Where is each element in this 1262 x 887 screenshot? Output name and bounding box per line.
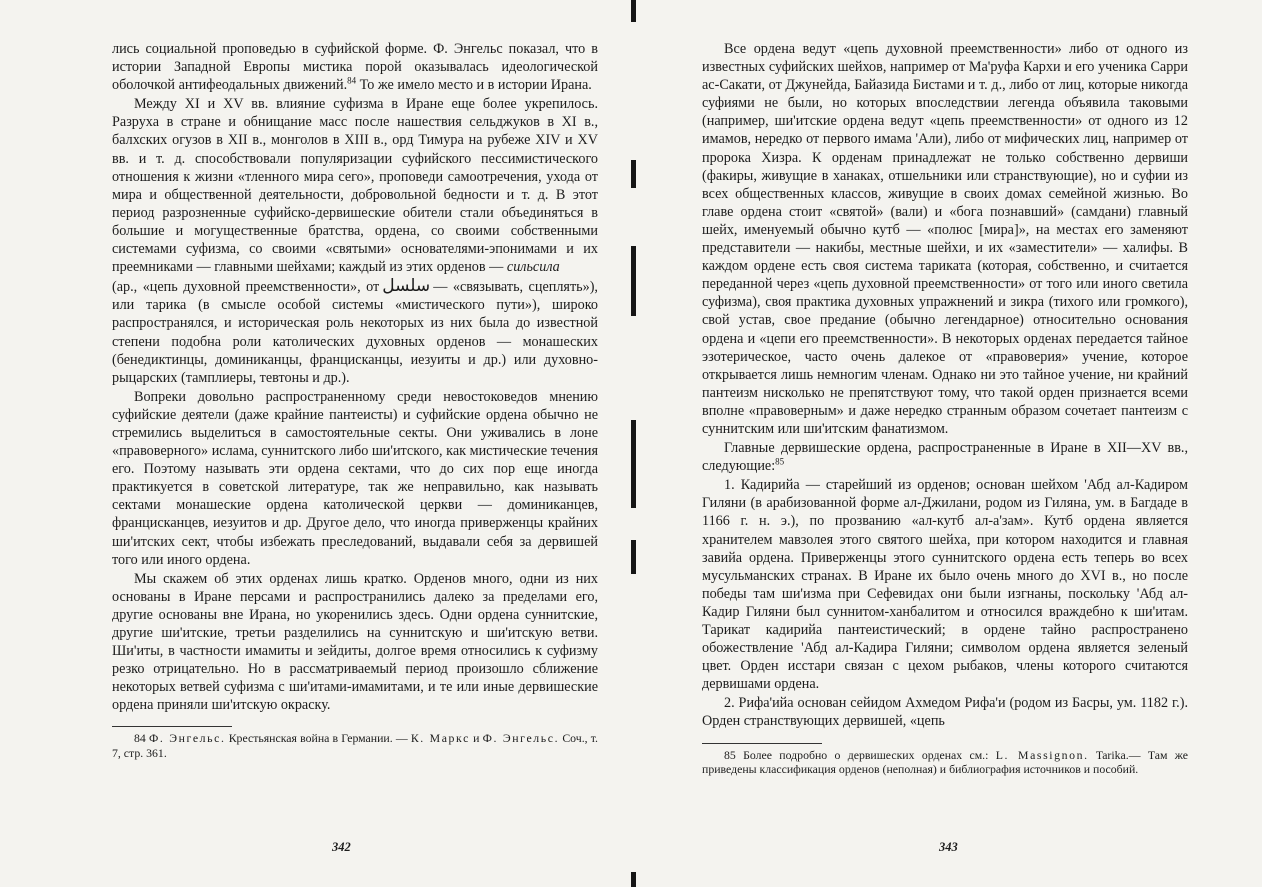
paragraph-text: То же имело место и в истории Ирана.: [356, 77, 592, 94]
footnote-text: Крестьянская война в Германии. —: [225, 731, 411, 746]
footnote-text: Соч., т. 7, стр. 361.: [112, 731, 599, 761]
arabic-word: سلسل: [382, 276, 431, 297]
gutter-shadow: [631, 0, 636, 22]
footnote-author: Ф. Энгельс.: [482, 731, 560, 746]
gutter-shadow: [631, 420, 636, 508]
footnote-rule: [112, 726, 232, 727]
paragraph: [702, 439, 1188, 475]
paragraph-text: Главные дервишеские ордена, распространенные в Иране в XII—XV вв., следующие:: [702, 440, 1188, 475]
footnote-number: 84: [134, 731, 146, 746]
paragraph-text: Между XI и XV вв. влияние суфизма в Иране еще более укрепилось. Разруха в стране и обнищание масс после нашествия сельджуков в XI в., балхских огузов в XII в., монголов в XIII в., орд Тимура на рубеже XIV и XV вв. и т. д. способствовали популяризации суфийского пессимистического отношения к жизни «тленного мира сего», проповеди самоотречения, ухода от мира и общественной деятельности, добровольной бедности и т. д. В этот период разрозненные суфийско-дервишеские обители стали объединяться в большие и могущественные братства, ордена, со своими собственными системами суфизма, со своими «святыми» основателями-эпонимами и их преемниками — главными шейхами; каждый из этих орденов —: [112, 96, 598, 276]
gutter-shadow: [631, 246, 636, 316]
paragraph: [112, 277, 598, 387]
page-number: 342: [332, 840, 351, 854]
footnote-text: и: [469, 731, 483, 746]
paragraph: [112, 388, 598, 569]
paragraph-text: 1. Кадирийа — старейший из орденов; основан шейхом 'Абд ал-Кадиром Гиляни (в арабизованной форме ал-Джилани, родом из Гиляна, ум. в Багдаде в 1166 г. н. э.), по прозванию «ал-кутб ал-а'зам». Кутб ордена является хранителем мавзолея этого святого шейха, при котором находится и главная завийа ордена. Приверженцы этого суннитского ордена есть теперь во всех мусульманских странах. В Иране их было очень много до XVI в., но после победы там ши'изма при Сефевидах они были изгнаны, поскольку 'Абд ал-Кадир Гиляни был суннитом-ханбалитом и относился враждебно к ши'итам. Тарикат кадирийа пантеистический; в ордене тайно распространено обожествление 'Абд ал-Кадира Гиляни; символом ордена является зеленый цвет. Орден исстари связан с цехом рыбаков, члены которого считаются дервишами ордена.: [702, 477, 1188, 693]
paragraph-text: (ар., «цепь духовной преемственности», от: [112, 279, 380, 296]
footnote-rule: [702, 743, 822, 744]
footnote: [702, 748, 1188, 777]
footnote-number: 85: [724, 747, 736, 762]
paragraph-text: — «связывать, сцеплять»), или тарика (в смысле особой системы «мистического пути»), широко распространялся, и историческая роль некоторых из них была до известной степени подобна роли католических духовных орденов — монашеских (бенедиктинцы, доминиканцы, францисканцы, иезуиты и др.) или духовно-рыцарских (тамплиеры, тевтоны и др.).: [112, 279, 598, 386]
footnote-ref: 85: [775, 456, 785, 467]
footnote-author: L. Massignon.: [995, 747, 1089, 762]
left-page-body: [112, 40, 598, 714]
footnote-text: Tarika.— Там же приведены классификация орденов (неполная) и библиография источников и пособий.: [702, 747, 1188, 777]
right-page: [702, 40, 1188, 854]
left-page: [112, 40, 599, 854]
page-number: 343: [939, 840, 958, 854]
paragraph-text: Мы скажем об этих орденах лишь кратко. Орденов много, одни из них основаны в Иране персами и распространились далеко за пределами его, другие основаны вне Ирана, но укоренились здесь. Одни ордена суннитские, другие ши'итские, третьи разделились на суннитскую и ши'итскую ветви. Ши'иты, в частности имамиты и зейдиты, долгое время относились к суфизму резко отрицательно. Но в рассматриваемый период произошло сближение некоторых ветвей суфизма с ши'итами-имамитами, и те или иные дервишеские ордена приняли ши'итскую окраску.: [112, 570, 598, 714]
footnote-text: Более подробно о дервишеских орденах см.:: [735, 747, 996, 762]
paragraph-text: 2. Рифа'ийа основан сейидом Ахмедом Рифа'и (родом из Басры, ум. 1182 г.). Орден странствующих дервишей, «цепь: [702, 695, 1188, 730]
gutter-shadow: [631, 872, 636, 887]
paragraph-text: лись социальной проповедью в суфийской форме. Ф. Энгельс показал, что в истории Западной Европы мистика порой оказывалась идеологической оболочкой антифеодальных движений.: [112, 41, 598, 94]
paragraph: [112, 570, 598, 715]
paragraph: [112, 40, 598, 94]
paragraph-text: Вопреки довольно распространенному среди невостоковедов мнению суфийские деятели (даже крайние пантеисты) и суфийские ордена обычно не стремились выделиться в самостоятельные секты. Они уживались в лоне «правоверного» ислама, суннитского либо ши'итского, как мистические течения его. Поэтому называть эти ордена сектами, что до сих пор еще иногда практикуется в советской литературе, так же неправильно, как называть сектами монашеские ордена католической церкви — доминиканцев, францисканцев, иезуитов и др. Другое дело, что иногда приверженцы крайних ши'итских сект, чтобы избежать преследований, выдавали себя за дервишей того или иного ордена.: [112, 388, 598, 568]
paragraph: [702, 476, 1188, 693]
footnote-ref: 84: [347, 75, 357, 86]
term-silsila: сильсила: [506, 259, 560, 276]
footnote-author: Ф. Энгельс.: [148, 731, 226, 746]
footnote: [112, 731, 598, 760]
paragraph: [702, 694, 1188, 730]
paragraph: [702, 40, 1188, 438]
gutter-shadow: [631, 160, 636, 188]
right-page-body: [702, 40, 1188, 731]
paragraph-text: Все ордена ведут «цепь духовной преемственности» либо от одного из известных суфийских шейхов, например от Ма'руфа Кархи и его ученика Сарри ас-Сакати, от Джунейда, Байазида Бистами и т. д., либо от лиц, которые никогда суфиями не были, но которых впоследствии легенда объявила таковыми (например, ши'итские ордена ведут «цепь преемственности» от одного из 12 имамов, нередко от первого имама 'Али), либо от мифических лиц, например от пророка Хизра. К орденам принадлежат не только собственно дервиши (факиры, живущие в ханаках, отшельники или странствующие), но и суфии из всех общественных классов, живущие в своих домах семейной жизнью. Во главе ордена стоит «святой» (вали) и «бога познавший» (самдани) главный шейх, именуемый обычно кутб — «полюс [мира]», на местах его заменяют представители — накибы, местные шейхи, и их «заместители» — халифы. В каждом ордене есть своя система тариката (которая, собственно, и считается переданной через «цепь духовной преемственности» от того или иного светила суфизма), своя практика духовных упражнений и зикра (тихого или громкого), свой устав, свое предание (обычно легендарное) относительно основания ордена и «цепи его преемственности». В некоторых орденах передается тайное эзотерическое, часто очень далекое от «правоверия» учение, которое открывается лишь немногим членам. Однако ни это тайное учение, ни крайний пантеизм нисколько не препятствуют тому, что такой орден признается всеми вполне «правоверным» и даже нередко странным образом сочетает пантеизм с суннитским или ши'итским фанатизмом.: [702, 41, 1188, 437]
paragraph: [112, 95, 598, 276]
gutter-shadow: [631, 540, 636, 574]
footnote-author: К. Маркс: [410, 731, 470, 746]
